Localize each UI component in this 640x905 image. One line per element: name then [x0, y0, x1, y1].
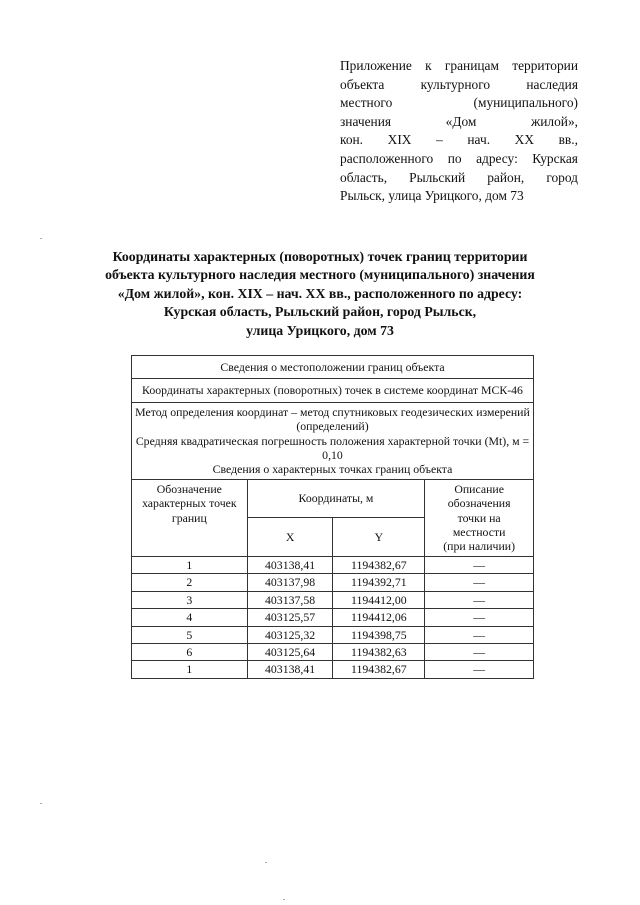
header-text: обозначения [447, 496, 511, 511]
scan-speck [40, 803, 42, 804]
coord-system-cell: Координаты характерных (поворотных) точек в системе координат МСК-46 [132, 379, 534, 402]
appendix-word: нач. [467, 132, 491, 148]
x-cell: 403125,64 [247, 643, 333, 660]
title-line: «Дом жилой», кон. XIX – нач. XX вв., расположенного по адресу: [117, 285, 523, 301]
appendix-word: район, [487, 169, 525, 185]
header-text: Описание [454, 481, 504, 496]
appendix-word: (муниципального) [473, 95, 578, 111]
location-header: Сведения о местоположении границ объекта [132, 356, 534, 379]
header-text: точки на [457, 510, 501, 525]
appendix-word: вв., [558, 132, 578, 148]
x-cell: 403137,98 [247, 574, 333, 591]
appendix-word: жилой», [530, 113, 578, 129]
y-cell: 1194382,67 [333, 556, 425, 573]
col-coordinates-header: Координаты, м [247, 479, 425, 518]
title-line: Курская область, Рыльский район, город Рыльск, [163, 304, 477, 320]
appendix-line [340, 76, 578, 95]
y-cell: 1194392,71 [333, 574, 425, 591]
point-cell: 6 [132, 643, 248, 660]
table-row [132, 556, 534, 573]
x-cell: 403125,32 [247, 626, 333, 643]
y-cell: 1194382,63 [333, 643, 425, 660]
table-row [132, 661, 534, 678]
y-cell: 1194398,75 [333, 626, 425, 643]
x-cell: 403125,57 [247, 609, 333, 626]
title-line: Координаты характерных (поворотных) точек границ территории [112, 249, 528, 264]
appendix-word: местного [340, 95, 393, 111]
desc-cell: — [425, 591, 534, 608]
appendix-word: XIX [387, 132, 412, 148]
appendix-word: кон. [340, 132, 364, 148]
appendix-word: «Дом [445, 113, 477, 129]
header-text: (при наличии) [443, 539, 515, 554]
table-row [132, 626, 534, 643]
appendix-word: границам [444, 58, 499, 73]
appendix-word: город [546, 169, 578, 185]
scan-speck [40, 238, 42, 239]
title-line: объекта культурного наследия местного (муниципального) значения [105, 267, 535, 283]
appendix-word: Курская [532, 150, 578, 166]
appendix-line [340, 131, 578, 150]
appendix-word: область, [340, 169, 388, 185]
y-cell: 1194412,06 [333, 609, 425, 626]
title-line: улица Урицкого, дом 73 [246, 322, 394, 338]
table-row [132, 591, 534, 608]
table-row [132, 643, 534, 660]
x-cell: 403138,41 [247, 661, 333, 678]
table-row [132, 574, 534, 591]
desc-cell: — [425, 556, 534, 573]
point-cell: 2 [132, 574, 248, 591]
desc-cell: — [425, 574, 534, 591]
col-x-header: X [247, 518, 333, 557]
point-cell: 5 [132, 626, 248, 643]
appendix-word: объекта [340, 76, 385, 92]
appendix-line [340, 169, 578, 188]
points-header-text: Сведения о характерных точках границ объекта [212, 462, 453, 477]
appendix-word: Рыльский [409, 169, 466, 185]
appendix-word: – [436, 132, 443, 148]
point-cell: 1 [132, 661, 248, 678]
appendix-note [340, 57, 578, 206]
desc-cell: — [425, 661, 534, 678]
appendix-line-last: Рыльск, улица Урицкого, дом 73 [340, 188, 524, 204]
header-text: границ [171, 510, 207, 525]
appendix-word: наследия [526, 76, 578, 92]
table-row [132, 609, 534, 626]
y-cell: 1194412,00 [333, 591, 425, 608]
appendix-line [340, 150, 578, 169]
appendix-word: территории [512, 58, 578, 73]
col-designation-header [132, 479, 248, 556]
desc-cell: — [425, 609, 534, 626]
point-cell: 4 [132, 609, 248, 626]
appendix-word: XX [514, 132, 534, 148]
appendix-line [340, 113, 578, 132]
method-cell [132, 402, 534, 479]
scan-speck [265, 862, 267, 863]
appendix-word: расположенного [340, 150, 434, 166]
desc-cell: — [425, 643, 534, 660]
header-text: Обозначение [156, 481, 222, 496]
appendix-word: адресу: [476, 150, 518, 166]
accuracy-text: Средняя квадратическая погрешность положения характерной точки (Mt), м = 0,10 [135, 433, 530, 463]
col-y-header: Y [333, 518, 425, 557]
desc-cell: — [425, 626, 534, 643]
scan-speck [283, 899, 285, 900]
appendix-word: к [425, 58, 432, 73]
x-cell: 403138,41 [247, 556, 333, 573]
appendix-word: Приложение [340, 58, 412, 73]
appendix-word: по [447, 150, 462, 166]
point-cell: 3 [132, 591, 248, 608]
appendix-word: значения [340, 113, 392, 129]
header-text: местности [452, 525, 506, 540]
coordinates-table [131, 355, 534, 679]
header-text: характерных точек [142, 496, 237, 511]
col-description-header [425, 479, 534, 556]
method-text: Метод определения координат – метод спутниковых геодезических измерений (определений) [135, 404, 530, 434]
appendix-line [340, 94, 578, 113]
point-cell: 1 [132, 556, 248, 573]
document-title [60, 248, 580, 340]
appendix-word: культурного [420, 76, 491, 92]
appendix-line [340, 57, 578, 76]
y-cell: 1194382,67 [333, 661, 425, 678]
x-cell: 403137,58 [247, 591, 333, 608]
